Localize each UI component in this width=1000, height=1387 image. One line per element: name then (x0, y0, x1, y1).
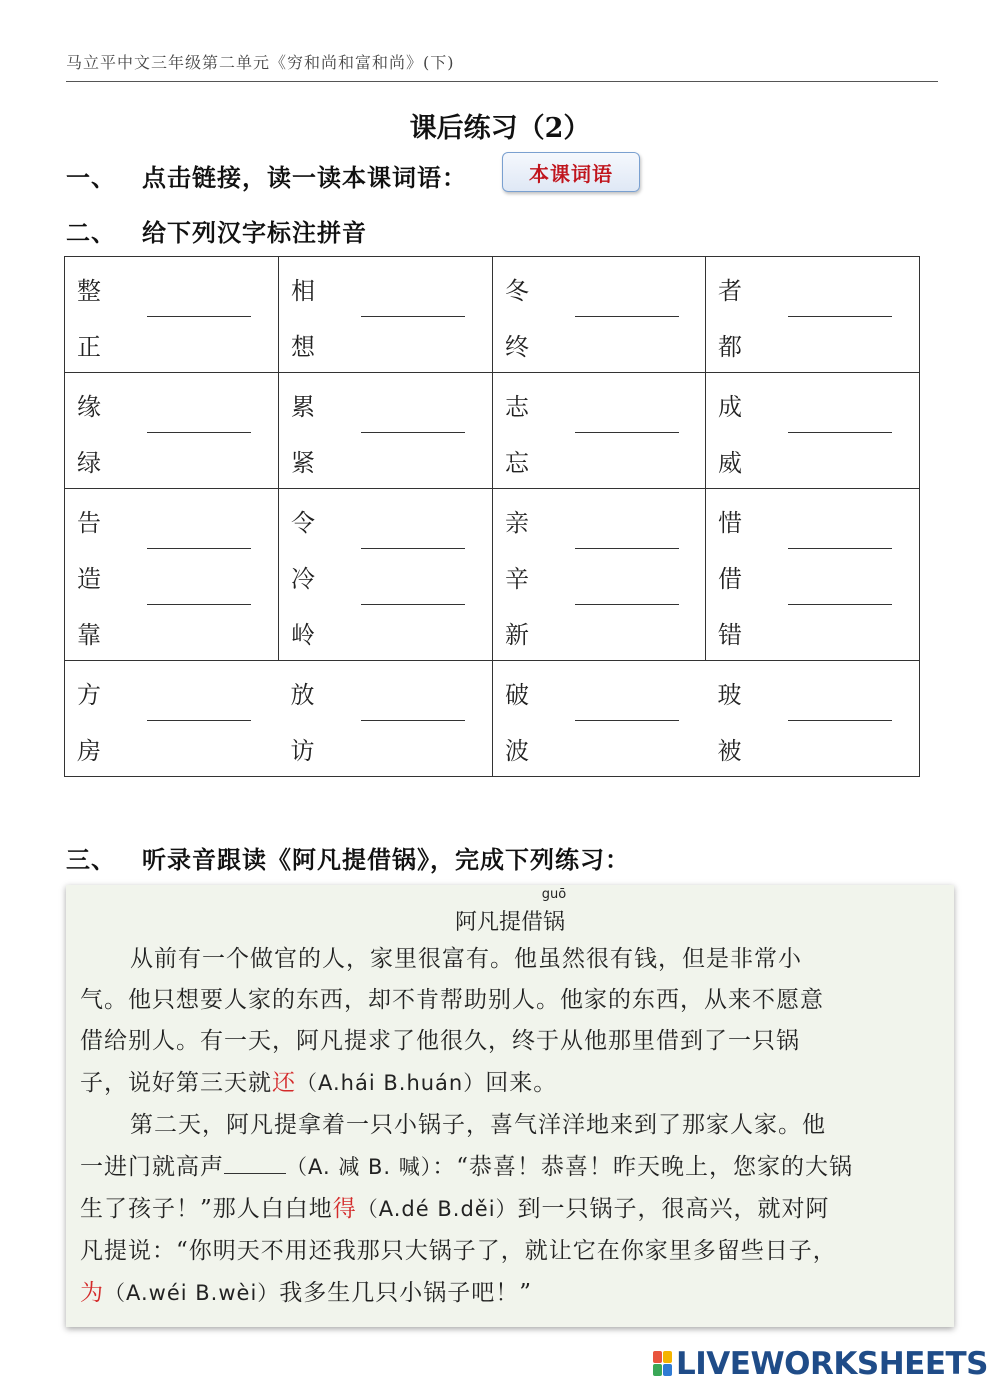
hanzi-char: 借 (718, 564, 742, 593)
hanzi-char: 破 (505, 680, 529, 709)
story-text: 回来。 (485, 1070, 558, 1096)
hanzi-char: 新 (505, 620, 529, 649)
pinyin-item (279, 720, 493, 776)
pinyin-item (279, 664, 493, 720)
section-1-heading (66, 158, 467, 193)
question-options-4[interactable]: （A.wéi B.wèi） (104, 1281, 280, 1305)
pinyin-input[interactable] (361, 750, 465, 777)
pinyin-item (706, 260, 919, 316)
pinyin-item (279, 492, 492, 548)
question-options-2[interactable]: （A. 减 B. 喊） (286, 1155, 433, 1179)
pinyin-item (65, 720, 279, 776)
hanzi-char: 正 (77, 332, 101, 361)
hanzi-char: 威 (718, 448, 742, 477)
story-line: 气。他只想要人家的东西，却不肯帮助别人。他家的东西，从来不愿意 (80, 987, 824, 1013)
hanzi-char: 波 (505, 736, 529, 765)
pinyin-input[interactable] (788, 694, 892, 721)
story-title-pinyin: guō (541, 887, 567, 902)
pinyin-input[interactable] (575, 750, 679, 777)
story-text: 子，说好第三天就 (80, 1070, 272, 1096)
pinyin-item (279, 376, 492, 432)
pinyin-input[interactable] (575, 634, 679, 661)
story-text: 一进门就高声 (80, 1154, 224, 1180)
question-options-3[interactable]: （A.dé B.děi） (356, 1197, 518, 1221)
pinyin-cell (493, 661, 706, 777)
pinyin-input[interactable] (788, 290, 892, 317)
story-line (80, 1273, 946, 1315)
pinyin-input[interactable] (147, 694, 251, 721)
hanzi-char: 亲 (505, 508, 529, 537)
hanzi-char: 岭 (291, 620, 315, 649)
section-1-text: 点击链接，读一读本课词语： (142, 163, 467, 192)
pinyin-item (493, 432, 705, 488)
hanzi-char: 放 (290, 680, 315, 709)
hanzi-char: 都 (718, 332, 742, 361)
pinyin-input[interactable] (361, 346, 465, 373)
hanzi-char: 相 (291, 276, 315, 305)
hanzi-char: 终 (505, 332, 529, 361)
pinyin-input[interactable] (361, 694, 465, 721)
pinyin-item (279, 260, 492, 316)
question-char-wei: 为 (80, 1280, 104, 1306)
hanzi-char: 房 (77, 736, 101, 765)
pinyin-item (65, 604, 278, 660)
pinyin-input[interactable] (575, 346, 679, 373)
hanzi-char: 告 (77, 508, 101, 537)
lesson-vocab-link-button[interactable]: 本课词语 (502, 152, 640, 192)
pinyin-cell (493, 257, 706, 373)
pinyin-item (65, 664, 279, 720)
pinyin-item (493, 492, 705, 548)
pinyin-cell (65, 489, 279, 661)
hanzi-char: 忘 (505, 448, 529, 477)
pinyin-item (706, 316, 919, 372)
pinyin-input[interactable] (788, 406, 892, 433)
pinyin-cell (65, 373, 279, 489)
pinyin-cell (279, 489, 493, 661)
story-box (66, 885, 954, 1327)
liveworksheets-logo (653, 1346, 988, 1382)
pinyin-input[interactable] (361, 522, 465, 549)
page-title: 课后练习（2） (409, 113, 591, 144)
section-3-text: 听录音跟读《阿凡提借锅》，完成下列练习： (142, 845, 630, 874)
story-line: 从前有一个做官的人，家里很富有。他虽然很有钱，但是非常小 (130, 946, 802, 972)
pinyin-input[interactable] (575, 290, 679, 317)
pinyin-input[interactable] (361, 634, 465, 661)
pinyin-table-row (65, 661, 920, 777)
hanzi-char: 冷 (291, 564, 315, 593)
hanzi-char: 靠 (77, 620, 101, 649)
pinyin-cell (493, 489, 706, 661)
story-line (80, 1063, 946, 1105)
pinyin-cell (706, 373, 920, 489)
pinyin-item (279, 604, 492, 660)
hanzi-char: 方 (77, 680, 101, 709)
hanzi-char: 绿 (77, 448, 101, 477)
pinyin-table-row (65, 489, 920, 661)
pinyin-input[interactable] (575, 462, 679, 489)
pinyin-input[interactable] (575, 522, 679, 549)
hanzi-char: 造 (77, 564, 101, 593)
hanzi-char: 访 (290, 736, 315, 765)
hanzi-char: 被 (717, 736, 742, 765)
section-3-heading (66, 840, 630, 875)
story-text: ：“恭喜！恭喜！昨天晚上，您家的大锅 (432, 1154, 854, 1180)
section-2-number: 二、 (66, 218, 116, 247)
pinyin-item (493, 316, 705, 372)
pinyin-input[interactable] (361, 462, 465, 489)
pinyin-input[interactable] (147, 522, 251, 549)
section-2-heading (66, 213, 367, 248)
hanzi-char: 玻 (717, 680, 742, 709)
pinyin-item (65, 548, 278, 604)
story-title-ruby (541, 887, 567, 936)
hanzi-char: 辛 (505, 564, 529, 593)
pinyin-input[interactable] (147, 462, 251, 489)
pinyin-input[interactable] (147, 578, 251, 605)
pinyin-input[interactable] (147, 634, 251, 661)
hanzi-char: 想 (291, 332, 315, 361)
pinyin-table-row (65, 257, 920, 373)
pinyin-input[interactable] (147, 406, 251, 433)
pinyin-item (706, 548, 919, 604)
pinyin-cell (493, 373, 706, 489)
pinyin-input[interactable] (575, 578, 679, 605)
pinyin-item (279, 432, 492, 488)
pinyin-item (706, 720, 920, 776)
pinyin-input[interactable] (788, 578, 892, 605)
pinyin-item (65, 492, 278, 548)
question-char-de: 得 (332, 1196, 357, 1222)
pinyin-input[interactable] (361, 406, 465, 433)
pinyin-item (65, 432, 278, 488)
hanzi-char: 令 (291, 508, 315, 537)
hanzi-char: 缘 (77, 392, 101, 421)
hanzi-char: 冬 (505, 276, 529, 305)
pinyin-item (706, 664, 920, 720)
pinyin-table (64, 256, 920, 777)
pinyin-item (65, 260, 278, 316)
hanzi-char: 者 (718, 276, 742, 305)
pinyin-item (706, 492, 919, 548)
pinyin-item (65, 316, 278, 372)
section-2-text: 给下列汉字标注拼音 (142, 218, 367, 247)
section-3-number: 三、 (66, 845, 116, 874)
hanzi-char: 志 (505, 392, 529, 421)
pinyin-item (706, 432, 919, 488)
story-title-text: 阿凡提借 (454, 910, 543, 935)
story-line (80, 1147, 946, 1189)
section-1-number: 一、 (66, 163, 116, 192)
question-char-huan: 还 (272, 1070, 296, 1096)
pinyin-input[interactable] (147, 290, 251, 317)
pinyin-item (493, 604, 705, 660)
hanzi-char: 紧 (291, 448, 315, 477)
hanzi-char: 惜 (718, 508, 742, 537)
pinyin-input[interactable] (361, 290, 465, 317)
pinyin-input[interactable] (788, 522, 892, 549)
pinyin-cell (65, 661, 279, 777)
pinyin-item (279, 316, 492, 372)
pinyin-item (706, 604, 919, 660)
pinyin-item (493, 376, 705, 432)
liveworksheets-icon (653, 1351, 673, 1377)
pinyin-item (493, 664, 706, 720)
story-line (80, 1189, 946, 1231)
fill-blank-shout[interactable] (224, 1151, 286, 1174)
pinyin-input[interactable] (575, 406, 679, 433)
pinyin-input[interactable] (788, 634, 892, 661)
pinyin-cell (706, 489, 920, 661)
hanzi-char: 累 (291, 392, 315, 421)
hanzi-char: 成 (718, 392, 742, 421)
pinyin-cell (279, 373, 493, 489)
question-options-1[interactable]: （A.hái B.huán） (296, 1071, 486, 1095)
liveworksheets-logo-text: LIVEWORKSHEETS (676, 1346, 988, 1382)
story-line: 第二天，阿凡提拿着一只小锅子，喜气洋洋地来到了那家人家。他 (130, 1112, 826, 1138)
pinyin-cell (706, 257, 920, 373)
pinyin-input[interactable] (147, 346, 251, 373)
pinyin-cell (706, 661, 920, 777)
hanzi-char: 整 (77, 276, 101, 305)
pinyin-item (493, 720, 706, 776)
page-header: 马立平中文三年级第二单元《穷和尚和富和尚》(下) (66, 50, 938, 82)
pinyin-table-row (65, 373, 920, 489)
pinyin-cell (65, 257, 279, 373)
pinyin-input[interactable] (788, 750, 892, 777)
story-title-ruby-char: 锅 (543, 910, 566, 935)
pinyin-item (493, 260, 705, 316)
pinyin-input[interactable] (361, 578, 465, 605)
pinyin-input[interactable] (147, 750, 251, 777)
pinyin-item (279, 548, 492, 604)
pinyin-input[interactable] (788, 462, 892, 489)
pinyin-input[interactable] (575, 694, 679, 721)
pinyin-cell (279, 257, 493, 373)
story-text: 生了孩子！”那人白白地 (80, 1196, 333, 1222)
story-text: 到一只锅子，很高兴，就对阿 (517, 1196, 830, 1222)
hanzi-char: 错 (718, 620, 742, 649)
pinyin-item (706, 376, 919, 432)
pinyin-item (493, 548, 705, 604)
pinyin-cell (279, 661, 493, 777)
story-line: 凡提说：“你明天不用还我那只大锅子了，就让它在你家里多留些日子， (80, 1238, 837, 1264)
pinyin-item (65, 376, 278, 432)
story-text: 我多生几只小锅子吧！” (279, 1280, 533, 1306)
story-title (66, 887, 954, 936)
story-line: 借给别人。有一天，阿凡提求了他很久，终于从他那里借到了一只锅 (80, 1028, 800, 1054)
pinyin-input[interactable] (788, 346, 892, 373)
